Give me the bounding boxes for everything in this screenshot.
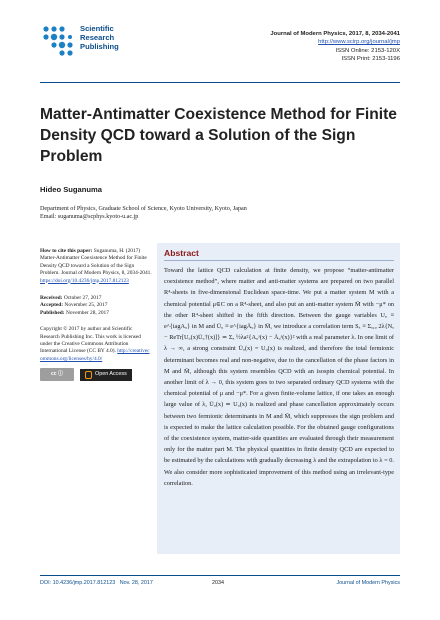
publisher-logo-icon: [40, 23, 76, 59]
footer-divider: [40, 575, 400, 576]
published-date: Published: November 28, 2017: [40, 309, 109, 316]
header-divider: [40, 82, 400, 83]
journal-reference: Journal of Modern Physics, 2017, 8, 2034-2041: [270, 31, 400, 37]
cc-by-badge-icon[interactable]: cc ⓘ: [40, 368, 74, 381]
issn-print: ISSN Print: 2153-1196: [341, 56, 400, 63]
author-email: Email: suganuma@scphys.kyoto-u.ac.jp: [40, 214, 139, 220]
cite-text: Suganuma, H. (2017) Matter-Antimatter Coexistence Method for Finite Density QCD toward a Solution of the Sign Problem. Journal of Modern Physics, 8, 2034-2041.: [40, 248, 152, 277]
open-lock-icon: [85, 371, 92, 379]
license-block: [40, 326, 152, 363]
abstract-heading: Abstract: [164, 248, 199, 258]
open-access-badge[interactable]: Open Access: [80, 369, 132, 381]
author-name: Hideo Suganuma: [40, 185, 103, 194]
journal-info: [270, 30, 400, 64]
received-date: Received: October 27, 2017: [40, 295, 102, 302]
article-info-column: [40, 248, 152, 381]
journal-url-link[interactable]: http://www.scirp.org/journal/jmp: [318, 39, 400, 46]
affiliation: Department of Physics, Graduate School of Science, Kyoto University, Kyoto, Japan: [40, 206, 247, 212]
abstract-divider: [164, 260, 394, 261]
issn-online: ISSN Online: 2153-120X: [335, 47, 400, 54]
page-number: 2034: [212, 580, 224, 586]
paper-title: Matter-Antimatter Coexistence Method for Finite Density QCD toward a Solution of the Sign Problem: [40, 106, 397, 165]
footer-journal-name: Journal of Modern Physics: [336, 580, 400, 586]
accepted-date: Accepted: November 25, 2017: [40, 302, 108, 309]
citation-block: [40, 248, 152, 285]
cite-label: How to cite this paper:: [40, 248, 93, 254]
doi-link[interactable]: https://doi.org/10.4236/jmp.2017.812123: [40, 277, 129, 284]
abstract-text: Toward the lattice QCD calculation at finite density, we propose “matter-antimatter coexistence method”, where matter and anti-matter systems are prepared on two parallel R⁴-sheets in five-dimensional Euclidean space-time. We put a matter system M with a chemical potential μ∈C on a R⁴-sheet, and also put an anti-matter system M̄ with −μ* on the other R⁴-sheet shifted in the fifth direction. Between the gauge variables Uᵤ ≡ e^{iagAᵤ} in M and Ūᵤ ≡ e^{iagĀᵤ} in M̄, we introduce a correlation term Sₓ ≡ Σₓ,ᵤ 2λ{Nₓ − ReTr[Uᵤ(x)Ūᵤ†(x)]} ≃ Σₓ ½λa²{Aᵤᵃ(x) − Āᵤᵃ(x)}² with a real parameter λ. In one limit of λ → ∞, a strong constraint Ūᵤ(x) = Uᵤ(x) is realized, and therefore the total fermionic determinant becomes real and non-negative, due to the cancellation of the phase factors in M and M̄, although this system resembles QCD with an isospin chemical potential. In another limit of λ → 0, this system goes to two separated ordinary QCD systems with the chemical potential of μ and −μ*. For a given finite-volume lattice, if one takes an enough large value of λ, Ūᵤ(x) ≃ Uᵤ(x) is realized and phase cancellation approximately occurs between two fermionic determinants in M and M̄, which suppresses the sign problem and is expected to make the lattice calculation possible. For the obtained gauge configurations of the coexistence system, matter-side quantities are evaluated through their measurement only for the matter part M. The physical quantities in finite density QCD are expected to be estimated by the calculations with gradually decreasing λ and the extrapolation to λ = 0. We also consider more sophisticated improvement of this method using an irrelevant-type correlation.: [164, 267, 394, 487]
license-text: Copyright © 2017 by author and Scientific Research Publishing Inc. This work is licensed under the Creative Commons Attribution International License (CC BY 4.0).: [40, 326, 141, 355]
footer-doi: DOI: 10.4236/jmp.2017.812123 Nov. 28, 2017: [40, 580, 153, 586]
publisher-name: Scientific Research Publishing: [80, 24, 119, 51]
license-link[interactable]: http://creativecommons.org/licenses/by/4.0/: [40, 348, 150, 362]
